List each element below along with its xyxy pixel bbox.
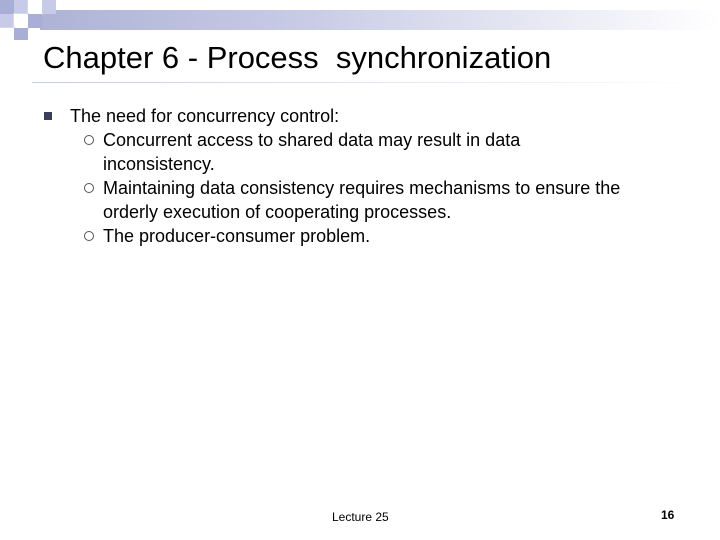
circle-bullet-icon: [84, 231, 94, 241]
header-square: [14, 14, 28, 28]
header-square: [14, 28, 28, 40]
bullet-list: [40, 104, 700, 248]
decorative-header-band: [0, 0, 720, 40]
sub-bullet-text: inconsistency.: [103, 154, 215, 174]
sub-bullet-item: [40, 128, 700, 176]
page-number: 16: [661, 508, 675, 522]
sub-bullet-text: Concurrent access to shared data may result in data: [103, 130, 521, 150]
header-square: [0, 14, 14, 28]
circle-bullet-icon: [84, 183, 94, 193]
sub-bullet-text: The producer-consumer problem.: [103, 226, 371, 246]
square-bullet-icon: [44, 112, 52, 120]
sub-bullet-text: Maintaining data consistency requires mechanisms to ensure the: [103, 178, 621, 198]
header-square: [0, 0, 14, 14]
title-divider: [32, 82, 702, 83]
bullet-item: [40, 104, 700, 128]
slide-title: Chapter 6 - Process synchronization: [43, 40, 552, 75]
circle-bullet-icon: [84, 135, 94, 145]
header-square: [28, 0, 42, 14]
sub-bullet-item: [40, 224, 700, 248]
header-square: [28, 14, 42, 28]
bullet-text: The need for concurrency control:: [70, 106, 340, 126]
header-square: [0, 28, 14, 40]
header-gradient: [40, 10, 720, 30]
header-square: [42, 0, 56, 14]
header-square: [14, 0, 28, 14]
sub-bullet-item: [40, 176, 700, 224]
slide-footer: Lecture 25: [332, 510, 389, 524]
sub-bullet-text: orderly execution of cooperating processes.: [103, 202, 452, 222]
